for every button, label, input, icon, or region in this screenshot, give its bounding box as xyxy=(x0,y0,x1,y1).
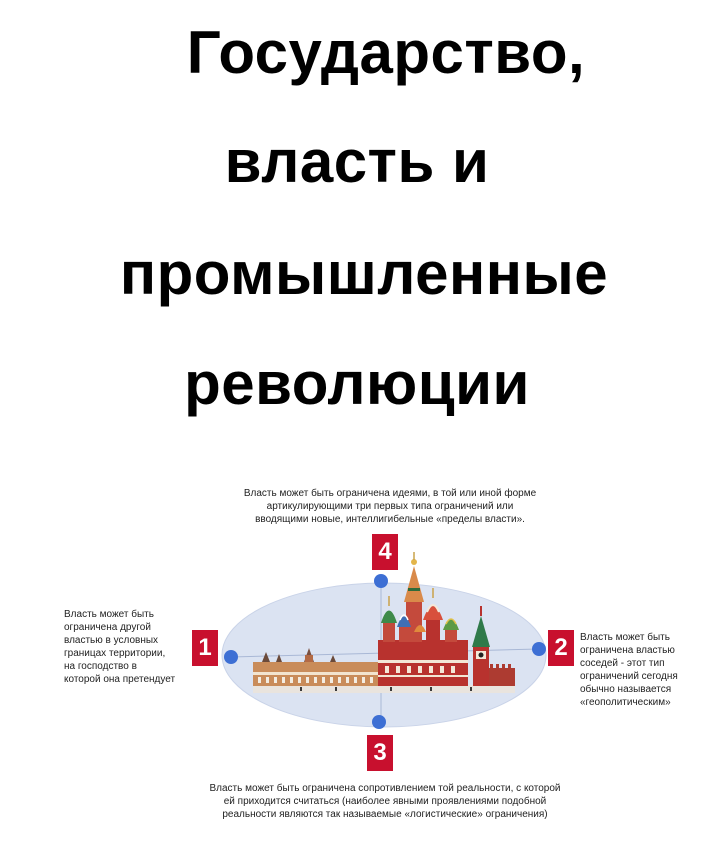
marker-dot-3 xyxy=(372,715,386,729)
page-title-line-1: Государство, xyxy=(186,19,586,86)
limit-caption-1 xyxy=(64,608,204,686)
caption-line: границах территории, xyxy=(64,648,166,659)
marker-dot-1 xyxy=(224,650,238,664)
caption-line: Власть может быть ограничена сопротивлением той реальности, с которой xyxy=(209,783,561,794)
limit-caption-4 xyxy=(190,487,590,526)
caption-line: «геополитическим» xyxy=(580,697,671,708)
limit-number-1: 1 xyxy=(192,630,218,666)
caption-line: соседей - этот тип xyxy=(580,658,665,669)
limit-number-4: 4 xyxy=(372,534,398,570)
limit-number-3: 3 xyxy=(367,735,393,771)
caption-line: на господство в xyxy=(64,661,137,672)
page-title-line-3: промышленные xyxy=(119,240,609,307)
caption-line: Власть может быть ограничена идеями, в той или иной форме xyxy=(243,488,537,499)
page-title-line-2: власть и xyxy=(224,128,490,195)
caption-line: обычно называется xyxy=(580,684,672,695)
caption-line: которой она претендует xyxy=(64,674,176,685)
marker-dot-2 xyxy=(532,642,546,656)
limit-caption-3 xyxy=(160,782,610,821)
caption-line: Власть может быть xyxy=(580,632,670,643)
caption-line: властью в условных xyxy=(64,635,159,646)
marker-dot-4 xyxy=(374,574,388,588)
caption-line: ей приходится считаться (наиболее явными проявлениями подобной xyxy=(223,796,547,807)
caption-line: реальности являются так называемые «логистические» ограничения) xyxy=(222,809,548,820)
caption-line: ограничена другой xyxy=(64,622,151,633)
limit-number-2: 2 xyxy=(548,630,574,666)
caption-line: ограничена властью xyxy=(580,645,675,656)
limit-caption-2 xyxy=(580,631,710,709)
caption-line: вводящими новые, интеллигибельные «пределы власти». xyxy=(255,514,525,525)
caption-line: ограничений сегодня xyxy=(580,671,678,682)
caption-line: Власть может быть xyxy=(64,609,154,620)
page-title-line-4: революции xyxy=(184,350,530,417)
caption-line: артикулирующими три первых типа ограничений или xyxy=(266,501,514,512)
